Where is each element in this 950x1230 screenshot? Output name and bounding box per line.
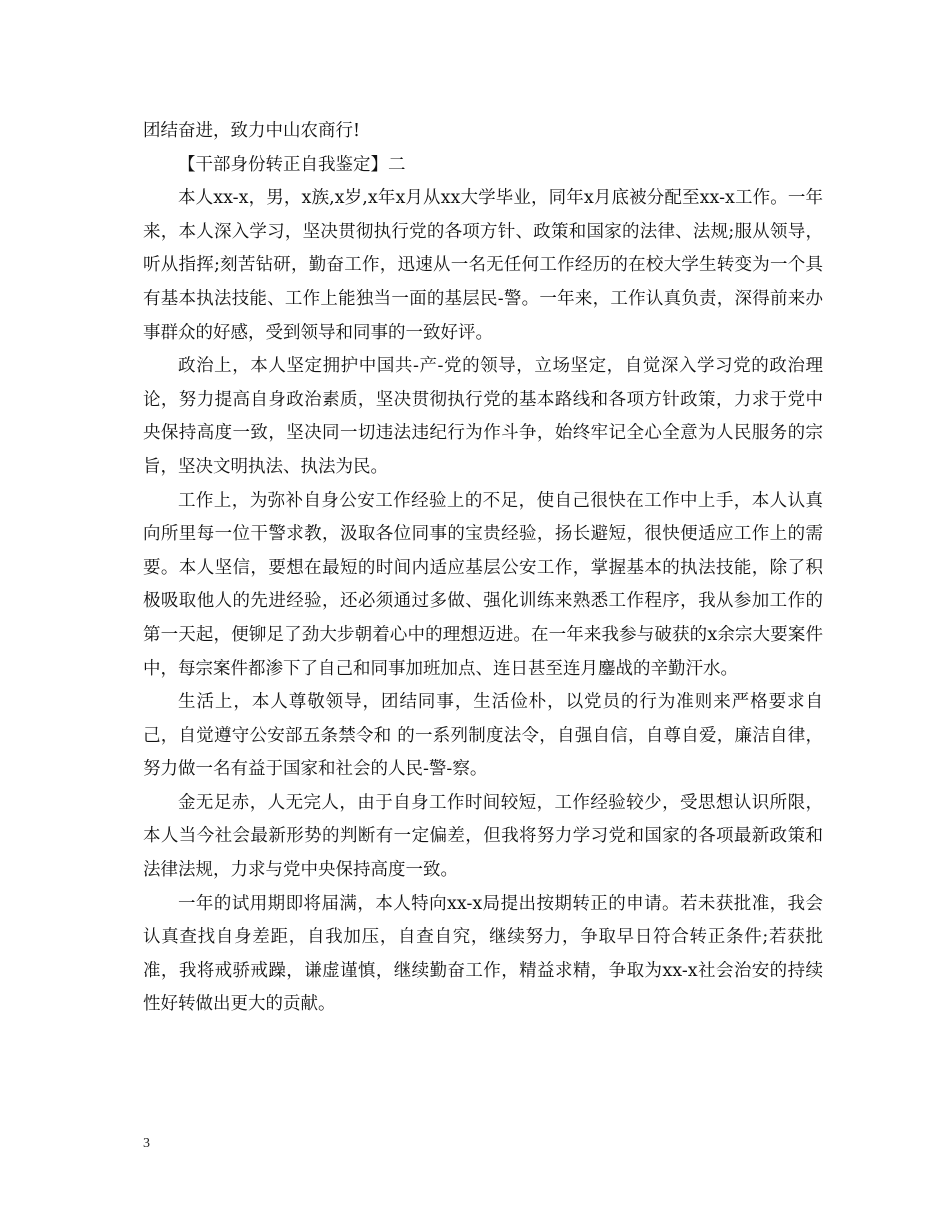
body-paragraph-shortcomings: 金无足赤，人无完人，由于自身工作时间较短，工作经验较少，受思想认识所限，本人当今社会最新形势的判断有一定偏差，但我将努力学习党和国家的各项最新政策和法律法规，力求与党中央保持高度一致。 [143,792,823,881]
page-number: 3 [143,1136,150,1151]
body-paragraph-life: 生活上，本人尊敬领导，团结同事，生活俭朴，以党员的行为准则来严格要求自己，自觉遵守公安部五条禁令和 的一系列制度法令，自强自信，自尊自爱，廉洁自律，努力做一名有益于国家和社会的人民-警-察。 [143,692,823,780]
section-heading: 【干部身份转正自我鉴定】二 [178,154,406,175]
body-paragraph-politics: 政治上，本人坚定拥护中国共-产-党的领导，立场坚定，自觉深入学习党的政治理论，努力提高自身政治素质，坚决贯彻执行党的基本路线和各项方针政策，力求于党中央保持高度一致，坚决同一切违法违纪行为作斗争，始终牢记全心全意为人民服务的宗旨，坚决文明执法、执法为民。 [143,356,823,477]
document-body [143,115,823,1022]
closing-line: 团结奋进，致力中山农商行! [143,121,361,141]
body-paragraph-intro: 本人xx-x，男，x族,x岁,x年x月从xx大学毕业，同年x月底被分配至xx-x工作。一年来，本人深入学习，坚决贯彻执行党的各项方针、政策和国家的法律、法规;服从领导，听从指挥;刻苦钻研，勤奋工作，迅速从一名无任何工作经历的在校大学生转变为一个具有基本执法技能、工作上能独当一面的基层民-警。一年来，工作认真负责，深得前来办事群众的好感，受到领导和同事的一致好评。 [143,188,823,343]
body-paragraph-application: 一年的试用期即将届满，本人特向xx-x局提出按期转正的申请。若未获批准，我会认真查找自身差距，自我加压，自查自究，继续努力，争取早日符合转正条件;若获批准，我将戒骄戒躁，谦虚谨慎，继续勤奋工作，精益求精，争取为xx-x社会治安的持续性好转做出更大的贡献。 [143,893,823,1015]
body-paragraph-work: 工作上，为弥补自身公安工作经验上的不足，使自己很快在工作中上手，本人认真向所里每一位干警求教，汲取各位同事的宝贵经验，扬长避短，很快便适应工作上的需要。本人坚信，要想在最短的时间内适应基层公安工作，掌握基本的执法技能，除了积极吸取他人的先进经验，还必须通过多做、强化训练来熟悉工作程序，我从参加工作的第一天起，便铆足了劲大步朝着心中的理想迈进。在一年来我参与破获的x余宗大要案件中，每宗案件都渗下了自己和同事加班加点、连日甚至连月鏖战的辛勤汗水。 [143,490,823,679]
